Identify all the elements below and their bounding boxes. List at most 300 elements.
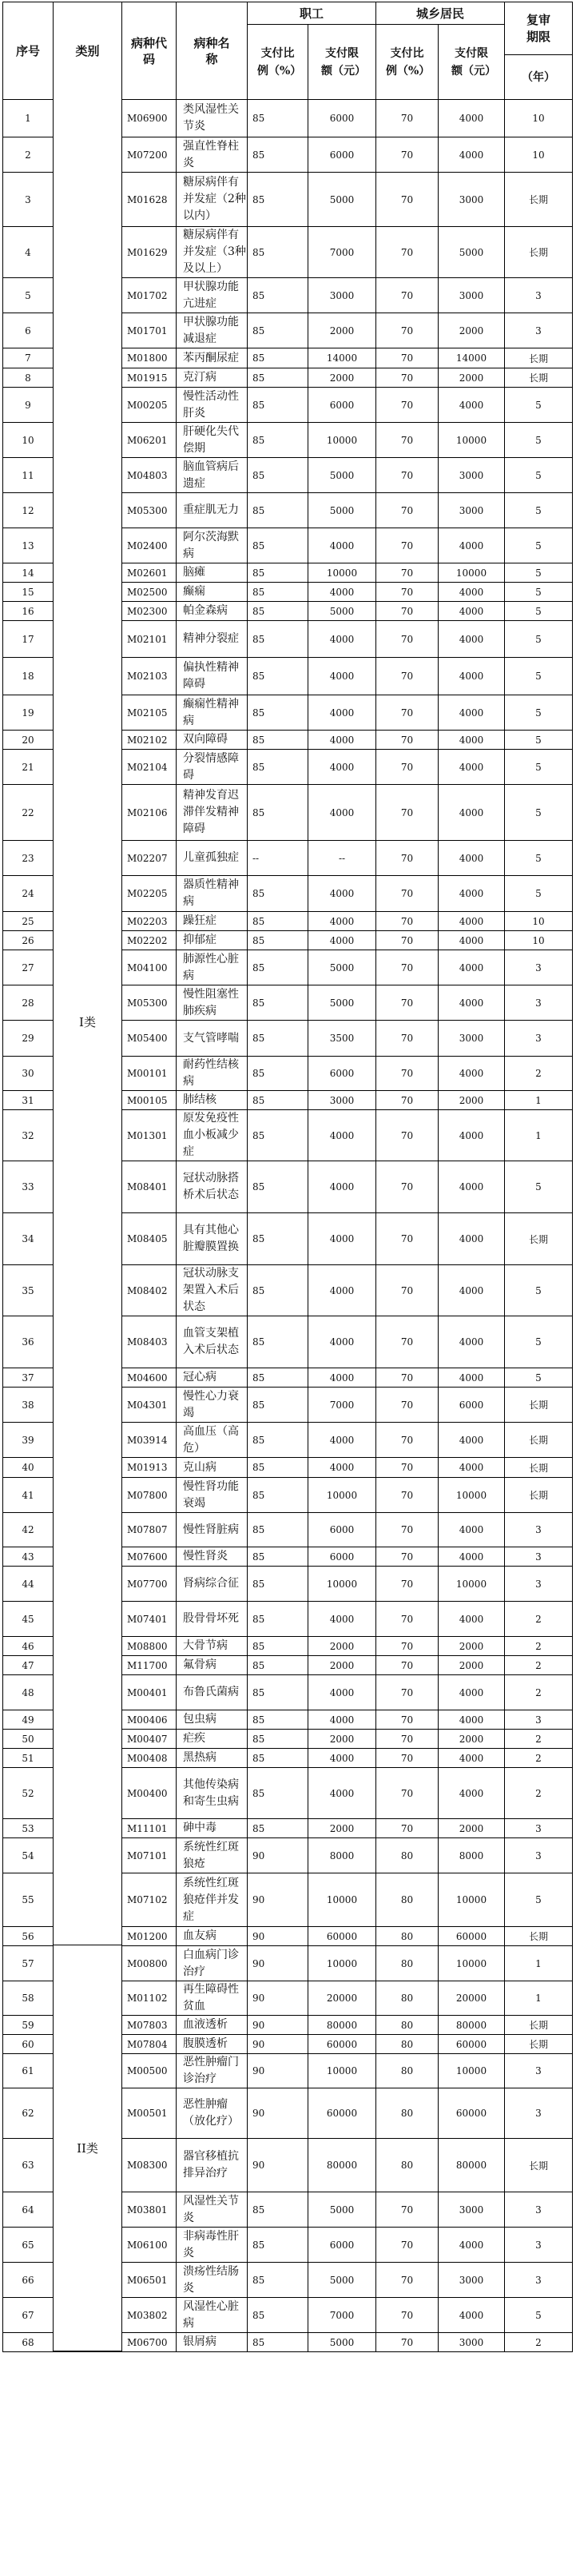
row-resident-limit: 10000 xyxy=(439,1478,505,1512)
row-resident-ratio: 70 xyxy=(376,1513,439,1547)
row-review-term: 2 xyxy=(505,1637,573,1655)
row-employee-limit: 2000 xyxy=(308,368,376,387)
row-seq: 42 xyxy=(3,1513,54,1547)
row-review-term: 长期 xyxy=(505,1458,573,1477)
row-resident-limit: 4000 xyxy=(439,1213,505,1264)
row-employee-ratio: 90 xyxy=(248,2054,308,2088)
row-resident-limit: 4000 xyxy=(439,1710,505,1729)
row-name: 甲状腺功能亢进症 xyxy=(177,278,248,313)
row-resident-limit: 4000 xyxy=(439,931,505,950)
row-seq: 56 xyxy=(3,1927,54,1945)
row-seq: 1 xyxy=(3,100,54,137)
row-code: M00400 xyxy=(122,1768,177,1818)
row-review-term: 1 xyxy=(505,1981,573,2015)
row-resident-ratio: 70 xyxy=(376,950,439,985)
row-code: M03801 xyxy=(122,2192,177,2227)
row-seq: 39 xyxy=(3,1423,54,1457)
row-name: 大骨节病 xyxy=(177,1637,248,1655)
row-name: 非病毒性肝炎 xyxy=(177,2228,248,2262)
row-employee-ratio: 85 xyxy=(248,1110,308,1161)
row-seq: 37 xyxy=(3,1368,54,1387)
row-name: 肾病综合征 xyxy=(177,1567,248,1601)
row-seq: 4 xyxy=(3,227,54,277)
row-employee-ratio: 90 xyxy=(248,2139,308,2192)
row-name: 疟疾 xyxy=(177,1730,248,1748)
row-resident-limit: 4000 xyxy=(439,695,505,730)
row-resident-ratio: 70 xyxy=(376,100,439,137)
row-seq: 34 xyxy=(3,1213,54,1264)
row-employee-limit: 7000 xyxy=(308,1388,376,1422)
row-resident-ratio: 70 xyxy=(376,1710,439,1729)
row-employee-ratio: 85 xyxy=(248,621,308,657)
row-employee-limit: 5000 xyxy=(308,2263,376,2297)
row-employee-limit: 4000 xyxy=(308,1265,376,1316)
row-name: 包虫病 xyxy=(177,1710,248,1729)
row-resident-ratio: 70 xyxy=(376,1749,439,1767)
row-seq: 9 xyxy=(3,388,54,422)
row-resident-limit: 4000 xyxy=(439,1423,505,1457)
row-code: M02205 xyxy=(122,876,177,911)
row-review-term: 5 xyxy=(505,750,573,784)
row-employee-ratio: 85 xyxy=(248,1021,308,1056)
row-resident-limit: 60000 xyxy=(439,1927,505,1945)
row-employee-ratio: 85 xyxy=(248,985,308,1020)
row-employee-limit: 80000 xyxy=(308,2139,376,2192)
row-name: 原发免疫性血小板减少症 xyxy=(177,1110,248,1161)
row-resident-ratio: 70 xyxy=(376,658,439,695)
row-code: M06700 xyxy=(122,2333,177,2351)
row-seq: 5 xyxy=(3,278,54,313)
row-resident-limit: 80000 xyxy=(439,2139,505,2192)
row-employee-ratio: 85 xyxy=(248,388,308,422)
row-employee-ratio: 85 xyxy=(248,137,308,172)
row-name: 苯丙酮尿症 xyxy=(177,348,248,368)
row-employee-ratio: 90 xyxy=(248,2088,308,2138)
row-resident-limit: 4000 xyxy=(439,137,505,172)
row-resident-limit: 2000 xyxy=(439,1819,505,1837)
row-resident-limit: 4000 xyxy=(439,100,505,137)
row-code: M00407 xyxy=(122,1730,177,1748)
row-code: M07102 xyxy=(122,1873,177,1926)
row-review-term: 长期 xyxy=(505,2016,573,2034)
row-resident-limit: 10000 xyxy=(439,1873,505,1926)
row-resident-limit: 4000 xyxy=(439,1316,505,1368)
row-code: M01913 xyxy=(122,1458,177,1477)
row-employee-limit: 2000 xyxy=(308,313,376,348)
row-employee-limit: 7000 xyxy=(308,227,376,277)
row-review-term: 2 xyxy=(505,1057,573,1090)
row-name: 精神分裂症 xyxy=(177,621,248,657)
row-employee-limit: 4000 xyxy=(308,1368,376,1387)
row-employee-ratio: 85 xyxy=(248,602,308,620)
row-resident-limit: 3000 xyxy=(439,1021,505,1056)
row-seq: 48 xyxy=(3,1675,54,1710)
row-resident-ratio: 70 xyxy=(376,388,439,422)
row-code: M07804 xyxy=(122,2035,177,2053)
row-resident-ratio: 70 xyxy=(376,985,439,1020)
row-seq: 67 xyxy=(3,2298,54,2332)
row-code: M01629 xyxy=(122,227,177,277)
header-seq: 序号 xyxy=(3,2,54,99)
row-employee-limit: 4000 xyxy=(308,528,376,563)
row-review-term: 1 xyxy=(505,1946,573,1981)
row-name: 系统性红斑狼疮 xyxy=(177,1838,248,1873)
row-review-term: 1 xyxy=(505,1110,573,1161)
row-seq: 12 xyxy=(3,493,54,528)
row-name: 糖尿病伴有并发症（2种以内） xyxy=(177,173,248,226)
row-review-term: 1 xyxy=(505,1091,573,1109)
row-seq: 6 xyxy=(3,313,54,348)
row-code: M00401 xyxy=(122,1675,177,1710)
row-employee-ratio: 85 xyxy=(248,313,308,348)
row-resident-limit: 2000 xyxy=(439,368,505,387)
row-employee-ratio: 85 xyxy=(248,1730,308,1748)
row-code: M08405 xyxy=(122,1213,177,1264)
row-name: 银屑病 xyxy=(177,2333,248,2351)
row-review-term: 5 xyxy=(505,388,573,422)
row-resident-ratio: 70 xyxy=(376,1021,439,1056)
row-resident-ratio: 70 xyxy=(376,621,439,657)
row-employee-ratio: -- xyxy=(248,841,308,875)
row-code: M04100 xyxy=(122,950,177,985)
row-seq: 20 xyxy=(3,731,54,749)
row-resident-ratio: 70 xyxy=(376,1547,439,1566)
row-resident-limit: 80000 xyxy=(439,2016,505,2034)
row-seq: 8 xyxy=(3,368,54,387)
row-resident-ratio: 70 xyxy=(376,1675,439,1710)
row-employee-ratio: 85 xyxy=(248,423,308,457)
row-seq: 43 xyxy=(3,1547,54,1566)
row-employee-limit: 6000 xyxy=(308,2228,376,2262)
row-employee-limit: 10000 xyxy=(308,1946,376,1981)
row-employee-limit: 4000 xyxy=(308,1423,376,1457)
row-employee-limit: 7000 xyxy=(308,2298,376,2332)
row-seq: 61 xyxy=(3,2054,54,2088)
row-employee-limit: 8000 xyxy=(308,1838,376,1873)
row-employee-limit: 6000 xyxy=(308,100,376,137)
insurance-disease-table xyxy=(2,2,573,2352)
row-review-term: 2 xyxy=(505,2333,573,2351)
row-resident-limit: 8000 xyxy=(439,1838,505,1873)
row-employee-limit: 20000 xyxy=(308,1981,376,2015)
row-review-term: 3 xyxy=(505,1819,573,1837)
row-resident-limit: 4000 xyxy=(439,1458,505,1477)
row-resident-limit: 4000 xyxy=(439,1675,505,1710)
row-employee-limit: 3500 xyxy=(308,1021,376,1056)
row-resident-ratio: 70 xyxy=(376,1265,439,1316)
row-resident-ratio: 70 xyxy=(376,528,439,563)
row-resident-limit: 10000 xyxy=(439,1946,505,1981)
row-resident-limit: 4000 xyxy=(439,950,505,985)
row-seq: 28 xyxy=(3,985,54,1020)
row-code: M04803 xyxy=(122,458,177,492)
row-code: M02202 xyxy=(122,931,177,950)
row-resident-ratio: 70 xyxy=(376,458,439,492)
row-review-term: 2 xyxy=(505,1675,573,1710)
row-seq: 36 xyxy=(3,1316,54,1368)
row-employee-ratio: 85 xyxy=(248,1213,308,1264)
row-employee-limit: 3000 xyxy=(308,1091,376,1109)
row-review-term: 5 xyxy=(505,841,573,875)
row-employee-limit: -- xyxy=(308,841,376,875)
row-review-term: 3 xyxy=(505,1021,573,1056)
row-name: 重症肌无力 xyxy=(177,493,248,528)
row-resident-ratio: 70 xyxy=(376,2192,439,2227)
row-review-term: 2 xyxy=(505,1768,573,1818)
row-name: 肝硬化失代偿期 xyxy=(177,423,248,457)
row-seq: 68 xyxy=(3,2333,54,2351)
row-employee-limit: 5000 xyxy=(308,985,376,1020)
row-name: 脑血管病后遗症 xyxy=(177,458,248,492)
row-resident-limit: 4000 xyxy=(439,621,505,657)
row-resident-ratio: 70 xyxy=(376,1637,439,1655)
row-employee-limit: 4000 xyxy=(308,1768,376,1818)
row-code: M02101 xyxy=(122,621,177,657)
row-employee-limit: 4000 xyxy=(308,750,376,784)
row-employee-limit: 5000 xyxy=(308,602,376,620)
header-employee-limit: 支付限额（元） xyxy=(308,25,376,99)
row-resident-ratio: 70 xyxy=(376,1730,439,1748)
row-code: M06201 xyxy=(122,423,177,457)
row-code: M07401 xyxy=(122,1602,177,1636)
row-resident-limit: 3000 xyxy=(439,173,505,226)
row-resident-limit: 4000 xyxy=(439,750,505,784)
row-employee-ratio: 85 xyxy=(248,731,308,749)
row-employee-ratio: 85 xyxy=(248,750,308,784)
header-resident-limit: 支付限额（元） xyxy=(439,25,505,99)
row-seq: 47 xyxy=(3,1656,54,1674)
row-resident-ratio: 70 xyxy=(376,2298,439,2332)
row-resident-limit: 60000 xyxy=(439,2088,505,2138)
row-name: 克汀病 xyxy=(177,368,248,387)
row-seq: 64 xyxy=(3,2192,54,2227)
row-seq: 15 xyxy=(3,583,54,601)
row-employee-ratio: 85 xyxy=(248,1368,308,1387)
row-review-term: 5 xyxy=(505,493,573,528)
row-employee-limit: 6000 xyxy=(308,1513,376,1547)
row-employee-limit: 2000 xyxy=(308,1730,376,1748)
row-employee-limit: 10000 xyxy=(308,2054,376,2088)
row-code: M00105 xyxy=(122,1091,177,1109)
row-review-term: 5 xyxy=(505,1873,573,1926)
row-employee-ratio: 90 xyxy=(248,1838,308,1873)
row-employee-limit: 4000 xyxy=(308,1675,376,1710)
row-resident-ratio: 80 xyxy=(376,1981,439,2015)
row-code: M02601 xyxy=(122,563,177,582)
row-code: M01628 xyxy=(122,173,177,226)
row-seq: 51 xyxy=(3,1749,54,1767)
row-name: 儿童孤独症 xyxy=(177,841,248,875)
row-employee-limit: 4000 xyxy=(308,1213,376,1264)
header-resident: 城乡居民 xyxy=(376,2,505,25)
row-name: 氟骨病 xyxy=(177,1656,248,1674)
row-seq: 53 xyxy=(3,1819,54,1837)
row-employee-ratio: 85 xyxy=(248,2333,308,2351)
row-employee-limit: 4000 xyxy=(308,583,376,601)
row-employee-limit: 4000 xyxy=(308,931,376,950)
row-name: 系统性红斑狼疮伴并发症 xyxy=(177,1873,248,1926)
row-seq: 3 xyxy=(3,173,54,226)
row-seq: 21 xyxy=(3,750,54,784)
row-employee-limit: 4000 xyxy=(308,1749,376,1767)
row-resident-ratio: 70 xyxy=(376,278,439,313)
row-resident-ratio: 70 xyxy=(376,2228,439,2262)
row-name: 器官移植抗排异治疗 xyxy=(177,2139,248,2192)
row-employee-limit: 2000 xyxy=(308,1656,376,1674)
row-resident-ratio: 70 xyxy=(376,2333,439,2351)
row-name: 具有其他心脏瓣膜置换 xyxy=(177,1213,248,1264)
header-resident-ratio: 支付比例（%） xyxy=(376,25,439,99)
row-seq: 54 xyxy=(3,1838,54,1873)
row-employee-limit: 5000 xyxy=(308,950,376,985)
row-employee-ratio: 90 xyxy=(248,2016,308,2034)
row-code: M02207 xyxy=(122,841,177,875)
row-resident-ratio: 70 xyxy=(376,583,439,601)
row-name: 癫痫 xyxy=(177,583,248,601)
row-resident-limit: 4000 xyxy=(439,1161,505,1212)
row-resident-limit: 4000 xyxy=(439,583,505,601)
row-resident-ratio: 80 xyxy=(376,2139,439,2192)
row-employee-limit: 14000 xyxy=(308,348,376,368)
row-resident-ratio: 70 xyxy=(376,1213,439,1264)
row-employee-ratio: 85 xyxy=(248,278,308,313)
row-resident-ratio: 70 xyxy=(376,1478,439,1512)
row-employee-limit: 10000 xyxy=(308,1567,376,1601)
row-employee-ratio: 85 xyxy=(248,1091,308,1109)
row-resident-limit: 4000 xyxy=(439,1749,505,1767)
row-review-term: 5 xyxy=(505,1265,573,1316)
header-review: 复审期限 xyxy=(505,2,573,55)
row-code: M05300 xyxy=(122,985,177,1020)
row-employee-limit: 4000 xyxy=(308,785,376,840)
row-employee-limit: 2000 xyxy=(308,1637,376,1655)
row-resident-ratio: 70 xyxy=(376,1819,439,1837)
row-name: 肺结核 xyxy=(177,1091,248,1109)
row-code: M11700 xyxy=(122,1656,177,1674)
row-review-term: 长期 xyxy=(505,2035,573,2053)
row-seq: 32 xyxy=(3,1110,54,1161)
row-resident-limit: 4000 xyxy=(439,658,505,695)
row-employee-limit: 6000 xyxy=(308,1057,376,1090)
row-employee-limit: 60000 xyxy=(308,1927,376,1945)
row-resident-limit: 3000 xyxy=(439,2263,505,2297)
row-review-term: 3 xyxy=(505,2228,573,2262)
row-employee-limit: 3000 xyxy=(308,278,376,313)
row-name: 冠状动脉搭桥术后状态 xyxy=(177,1161,248,1212)
row-review-term: 长期 xyxy=(505,1423,573,1457)
row-code: M06900 xyxy=(122,100,177,137)
row-employee-ratio: 85 xyxy=(248,1819,308,1837)
row-resident-limit: 10000 xyxy=(439,1567,505,1601)
row-review-term: 3 xyxy=(505,2263,573,2297)
row-review-term: 10 xyxy=(505,912,573,930)
row-seq: 52 xyxy=(3,1768,54,1818)
row-seq: 19 xyxy=(3,695,54,730)
row-resident-ratio: 80 xyxy=(376,1838,439,1873)
row-employee-ratio: 85 xyxy=(248,348,308,368)
row-resident-ratio: 70 xyxy=(376,2263,439,2297)
row-seq: 27 xyxy=(3,950,54,985)
row-resident-limit: 10000 xyxy=(439,2054,505,2088)
row-employee-ratio: 85 xyxy=(248,1768,308,1818)
row-employee-ratio: 85 xyxy=(248,1749,308,1767)
row-name: 甲状腺功能减退症 xyxy=(177,313,248,348)
row-review-term: 长期 xyxy=(505,348,573,368)
row-resident-ratio: 70 xyxy=(376,1768,439,1818)
row-name: 风湿性关节炎 xyxy=(177,2192,248,2227)
row-code: M01200 xyxy=(122,1927,177,1945)
row-resident-ratio: 70 xyxy=(376,731,439,749)
row-code: M04600 xyxy=(122,1368,177,1387)
row-code: M02300 xyxy=(122,602,177,620)
row-code: M01701 xyxy=(122,313,177,348)
row-resident-limit: 4000 xyxy=(439,1602,505,1636)
row-resident-limit: 4000 xyxy=(439,731,505,749)
row-code: M02102 xyxy=(122,731,177,749)
row-resident-limit: 10000 xyxy=(439,423,505,457)
row-name: 阿尔茨海默病 xyxy=(177,528,248,563)
row-name: 慢性肾功能衰竭 xyxy=(177,1478,248,1512)
row-review-term: 5 xyxy=(505,621,573,657)
row-code: M01915 xyxy=(122,368,177,387)
row-name: 脑瘫 xyxy=(177,563,248,582)
row-resident-ratio: 70 xyxy=(376,1656,439,1674)
row-seq: 24 xyxy=(3,876,54,911)
row-resident-limit: 4000 xyxy=(439,912,505,930)
row-resident-limit: 4000 xyxy=(439,1547,505,1566)
row-review-term: 5 xyxy=(505,602,573,620)
row-employee-limit: 4000 xyxy=(308,1161,376,1212)
row-code: M07700 xyxy=(122,1567,177,1601)
row-name: 恶性肿瘤（放化疗） xyxy=(177,2088,248,2138)
row-employee-limit: 4000 xyxy=(308,1602,376,1636)
row-employee-ratio: 85 xyxy=(248,1265,308,1316)
row-resident-ratio: 70 xyxy=(376,912,439,930)
row-seq: 57 xyxy=(3,1946,54,1981)
row-name: 白血病门诊治疗 xyxy=(177,1946,248,1981)
row-resident-limit: 3000 xyxy=(439,2192,505,2227)
row-employee-ratio: 85 xyxy=(248,876,308,911)
row-seq: 26 xyxy=(3,931,54,950)
header-name: 病种名称 xyxy=(177,2,248,99)
row-seq: 45 xyxy=(3,1602,54,1636)
row-resident-ratio: 70 xyxy=(376,785,439,840)
row-code: M07200 xyxy=(122,137,177,172)
row-employee-limit: 6000 xyxy=(308,388,376,422)
row-review-term: 5 xyxy=(505,528,573,563)
row-employee-limit: 60000 xyxy=(308,2088,376,2138)
row-code: M00501 xyxy=(122,2088,177,2138)
row-code: M01800 xyxy=(122,348,177,368)
row-name: 其他传染病和寄生虫病 xyxy=(177,1768,248,1818)
row-code: M02105 xyxy=(122,695,177,730)
row-resident-ratio: 70 xyxy=(376,1368,439,1387)
header-review-years: （年） xyxy=(505,55,573,99)
row-review-term: 3 xyxy=(505,950,573,985)
row-resident-ratio: 70 xyxy=(376,1602,439,1636)
row-seq: 23 xyxy=(3,841,54,875)
row-resident-limit: 14000 xyxy=(439,348,505,368)
row-employee-limit: 4000 xyxy=(308,658,376,695)
row-code: M05300 xyxy=(122,493,177,528)
row-seq: 30 xyxy=(3,1057,54,1090)
row-code: M02400 xyxy=(122,528,177,563)
row-employee-ratio: 85 xyxy=(248,1161,308,1212)
row-review-term: 3 xyxy=(505,313,573,348)
row-employee-limit: 4000 xyxy=(308,1316,376,1368)
row-seq: 33 xyxy=(3,1161,54,1212)
row-name: 偏执性精神障碍 xyxy=(177,658,248,695)
